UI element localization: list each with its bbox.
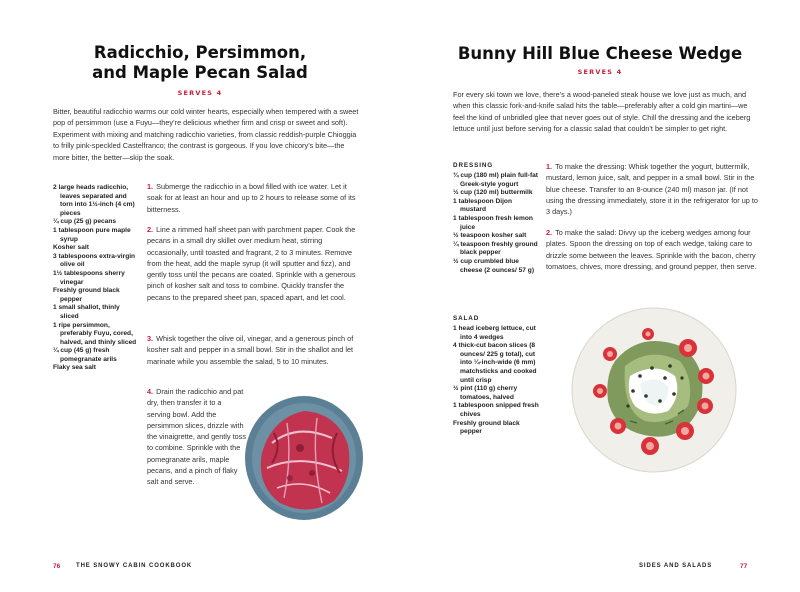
ingredient-item: ½ pint (110 g) cherry tomatoes, halved [453, 385, 518, 401]
wedge-salad-illustration [570, 306, 738, 474]
ingredient-item: 1 tablespoon snipped fresh chives [453, 402, 539, 418]
step-text: Whisk together the olive oil, vinegar, and a generous pinch of kosher salt and pepper in a small bowl. Stir in the shallot and let marinate while you assemble the salad, 5 to 10 minutes. [147, 334, 354, 366]
salad-heading: SALAD [453, 315, 480, 322]
ingredient-item: ½ teaspoon kosher salt [453, 232, 527, 240]
recipe-intro: Bitter, beautiful radicchio warms our cold winter hearts, especially when tempered with a sweet pop of persimmon (use a Fuyu—they’re delicious whether firm and crisp or sweet and soft). Experiment with mixing and matching radicchio varieties, from classic reddish-purple Chioggia to frilly pink-speckled Castelfranco; the contrast is gorgeous. If you love chicory’s bite—the more bitter, the better—skip the soak. [53, 107, 359, 162]
serves-label: SERVES 4 [177, 89, 223, 97]
step-4 [147, 386, 247, 488]
recipe-title [40, 43, 360, 83]
recipe-title: Bunny Hill Blue Cheese Wedge [457, 44, 743, 63]
step-2 [546, 227, 758, 272]
ingredient-item: 1 tablespoon fresh lemon juice [453, 214, 533, 231]
ingredient-item: 3 tablespoons extra-virgin olive oil [53, 252, 136, 269]
step-number: 4. [147, 387, 154, 396]
salad-ingredient-list [453, 325, 539, 437]
ingredient-item: 1 tablespoon Dijon mustard [453, 197, 512, 214]
ingredient-item: 4 thick-cut bacon slices (8 ounces/ 225 g total), cut into ¼-inch-wide (6 mm) matchsticks and cooked until crisp [453, 342, 537, 384]
radicchio-salad-illustration [242, 393, 367, 523]
ingredient-item: 2 large heads radicchio, leaves separated and torn into 1½-inch (4 cm) pieces [53, 184, 135, 217]
step-number: 2. [147, 225, 154, 234]
step-text: Line a rimmed half sheet pan with parchment paper. Cook the pecans in a small dry skillet over medium heat, stirring occasionally, until toasted and fragrant, 2 to 3 minutes. Remove from the heat, add the maple syrup (it will sputter and fizz), and gently toss until the pecans are coated. Sprinkle with a generous pinch of kosher salt and toss to combine. Quickly transfer the pecans to the prepared sheet pan, spaced apart, and let cool. [147, 225, 356, 302]
ingredient-item: ¼ teaspoon freshly ground black pepper [453, 240, 538, 257]
step-text: Drain the radicchio and pat dry, then transfer it to a serving bowl. Add the persimmon slices, drizzle with the vinaigrette, and gently toss to combine. Sprinkle with the pomegranate arils, maple pecans, and a pinch of flaky salt and serve. [147, 387, 246, 487]
recipe-intro: For every ski town we love, there’s a wood-paneled steak house we love just as much, and when this classic fork-and-knife salad hits the table—preferably after a cold gin martini—we feel the kind of unbridled glee that never goes out of style. Chill the dressing and the iceberg lettuce until just before serving for a classic salad that couldn’t be simpler to get right. [453, 90, 751, 134]
book-title-footer: THE SNOWY CABIN COOKBOOK [76, 563, 193, 569]
page-number: 77 [740, 563, 748, 570]
step-1 [546, 161, 758, 217]
step-1 [147, 181, 359, 215]
step-number: 2. [546, 228, 553, 237]
ingredient-item: 1½ tablespoons sherry vinegar [53, 269, 125, 286]
ingredient-list [53, 184, 137, 373]
ingredient-item: 1 ripe persimmon, preferably Fuyu, cored, halved, and thinly sliced [53, 321, 137, 346]
section-title-footer: SIDES AND SALADS [639, 563, 713, 569]
step-2 [147, 224, 359, 303]
title-line-2: and Maple Pecan Salad [92, 63, 308, 82]
step-text: Submerge the radicchio in a bowl filled with ice water. Let it soak for at least an hour and up to 2 hours to release some of its bitterness. [147, 182, 356, 214]
ingredient-item: 1 small shallot, thinly sliced [53, 304, 120, 320]
right-page [400, 0, 800, 592]
step-text: To make the dressing: Whisk together the yogurt, buttermilk, mustard, lemon juice, salt, and pepper in a small bowl. Stir in the blue cheese. Transfer to an 8-ounce (240 ml) mason jar. (If not using the dressing immediately, store it in the refrigerator for up to 3 days.) [546, 162, 758, 217]
ingredient-item: Freshly ground black pepper [453, 419, 520, 436]
ingredient-item: 1 head iceberg lettuce, cut into 4 wedges [453, 325, 536, 341]
step-number: 3. [147, 334, 154, 343]
ingredient-item: Kosher salt [53, 244, 89, 252]
step-number: 1. [546, 162, 553, 171]
dressing-heading: DRESSING [453, 162, 494, 169]
step-text: To make the salad: Divvy up the iceberg wedges among four plates. Spoon the dressing on top of each wedge, taking care to drizzle some between the leaves. Sprinkle with the bacon, cherry tomatoes, chives, more dressing, and ground pepper, then serve. [546, 228, 757, 271]
step-number: 1. [147, 182, 154, 191]
ingredient-item: ¼ cup (45 g) fresh pomegranate arils [53, 347, 117, 363]
step-3 [147, 333, 359, 367]
ingredient-item: Flaky sea salt [53, 364, 96, 372]
dressing-ingredient-list [453, 172, 539, 275]
ingredient-item: ¼ cup (25 g) pecans [53, 218, 117, 226]
ingredient-item: Freshly ground black pepper [53, 287, 120, 303]
ingredient-item: ¾ cup (180 ml) plain full-fat Greek-style yogurt [453, 172, 538, 188]
ingredient-item: ½ cup (120 ml) buttermilk [453, 189, 533, 197]
title-line-1: Radicchio, Persimmon, [93, 43, 307, 62]
ingredient-item: 1 tablespoon pure maple syrup [53, 226, 131, 243]
page-number: 76 [53, 563, 61, 570]
serves-label: SERVES 4 [577, 68, 623, 76]
ingredient-item: ½ cup crumbled blue cheese (2 ounces/ 57 g) [453, 257, 535, 274]
